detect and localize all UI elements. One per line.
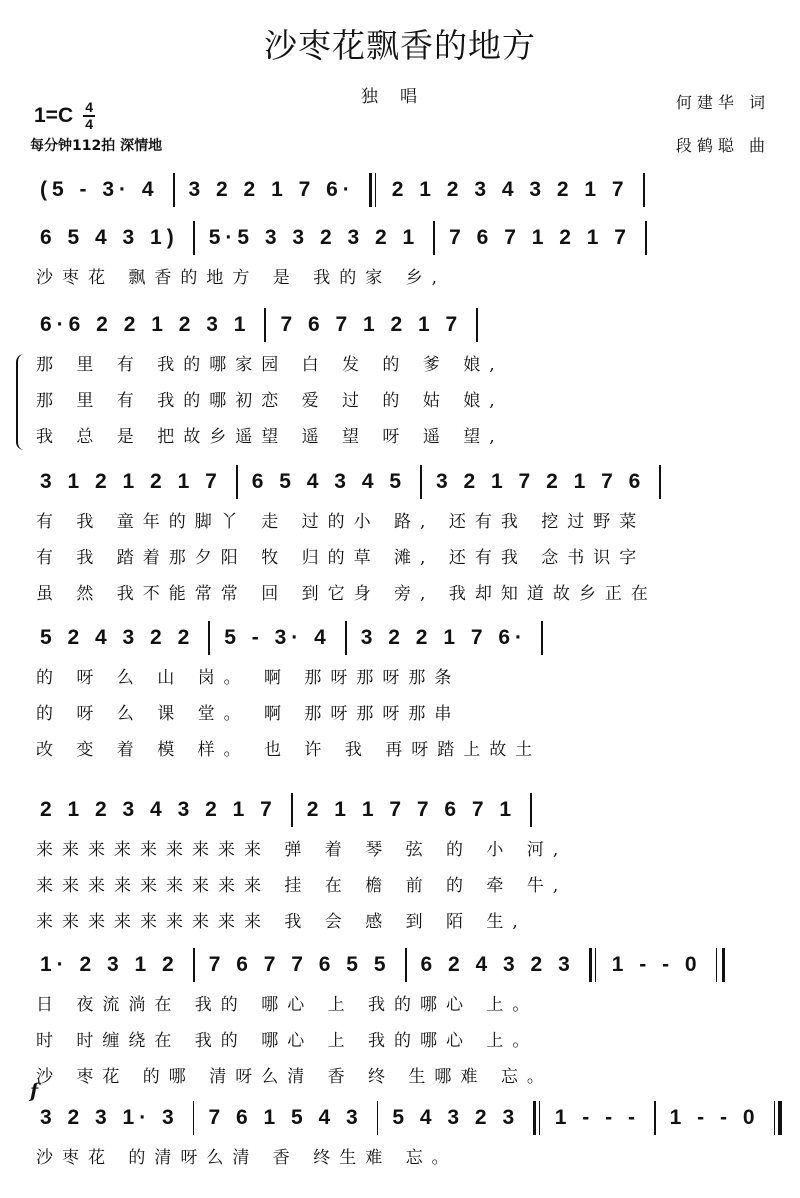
measure: 6 5 4 3 1) bbox=[40, 226, 179, 249]
notation-line bbox=[32, 462, 782, 502]
lyricist-credit: 何建华 词 bbox=[675, 93, 770, 112]
barline bbox=[236, 465, 238, 499]
barline bbox=[433, 221, 435, 255]
measure: 7 6 7 1 2 1 7 bbox=[449, 226, 631, 249]
measure: 7 6 7 7 6 5 5 bbox=[208, 953, 391, 976]
barline bbox=[405, 948, 407, 982]
performance-type: 独唱 bbox=[361, 87, 439, 107]
repeat-start-barline bbox=[589, 948, 598, 982]
measure: 1 - - 0 bbox=[611, 953, 702, 976]
verse-brace bbox=[16, 354, 28, 450]
notation-line bbox=[32, 305, 782, 345]
measure: 7 6 1 5 4 3 bbox=[208, 1106, 363, 1129]
lyric-line: 沙枣花 飘香的地方 是 我的家 乡, bbox=[36, 268, 447, 288]
notation-line bbox=[32, 170, 782, 210]
lyric-line: 沙枣花 的清呀么清 香 终生难 忘。 bbox=[36, 1148, 458, 1168]
dynamic-marking: f bbox=[30, 1080, 39, 1102]
song-title: 沙枣花飘香的地方 bbox=[264, 26, 536, 65]
lyric-line: 虽 然 我不能常常 回 到它身 旁, 我却知道故乡正在 bbox=[36, 584, 657, 604]
measure: 1 - - 0 bbox=[669, 1106, 760, 1129]
measure: 5 2 4 3 2 2 bbox=[40, 626, 195, 649]
meter-top: 4 bbox=[85, 99, 93, 115]
notation-line bbox=[32, 945, 782, 985]
measure: 2 1 2 3 4 3 2 1 7 bbox=[40, 798, 277, 821]
measure: 7 6 7 1 2 1 7 bbox=[280, 313, 463, 336]
notation-line bbox=[32, 218, 782, 258]
barline bbox=[643, 173, 645, 207]
repeat-end-barline bbox=[716, 948, 725, 982]
barline bbox=[173, 173, 175, 207]
key-signature bbox=[34, 100, 95, 132]
notation-line bbox=[32, 1098, 782, 1138]
barline bbox=[193, 221, 195, 255]
barline bbox=[193, 948, 195, 982]
measure: 1· 2 3 1 2 bbox=[40, 953, 179, 976]
final-barline bbox=[774, 1101, 783, 1135]
measure: 3 1 2 1 2 1 7 bbox=[40, 470, 222, 493]
barline bbox=[541, 621, 543, 655]
lyric-line: 有 我 童年的脚丫 走 过的小 路, 还有我 挖过野菜 bbox=[36, 512, 646, 532]
key-label: 1=C bbox=[34, 104, 74, 127]
measure: 5 - 3· 4 bbox=[224, 626, 331, 649]
measure: 6 2 4 3 2 3 bbox=[420, 953, 575, 976]
barline bbox=[659, 465, 661, 499]
barline bbox=[193, 1101, 195, 1135]
barline bbox=[420, 465, 422, 499]
measure: 5·5 3 3 2 3 2 1 bbox=[208, 226, 420, 249]
lyric-line: 日 夜流淌在 我的 哪心 上 我的哪心 上。 bbox=[36, 995, 539, 1015]
measure: 3 2 3 1· 3 bbox=[40, 1106, 179, 1129]
barline bbox=[208, 621, 210, 655]
lyric-line: 我 总 是 把故乡遥望 遥 望 呀 遥 望, bbox=[36, 427, 504, 447]
barline bbox=[291, 793, 293, 827]
measure: 3 2 1 7 2 1 7 6 bbox=[436, 470, 646, 493]
measure: 6·6 2 2 1 2 3 1 bbox=[40, 313, 251, 336]
measure: 3 2 2 1 7 6· bbox=[188, 178, 355, 201]
measure: 6 5 4 3 4 5 bbox=[251, 470, 407, 493]
time-signature bbox=[83, 100, 95, 132]
barline bbox=[645, 221, 647, 255]
lyric-line: 来来来来来来来来来 挂 在 檐 前 的 牵 牛, bbox=[36, 876, 568, 896]
lyric-line: 来来来来来来来来来 我 会 感 到 陌 生, bbox=[36, 912, 527, 932]
lyric-line: 的 呀 么 课 堂。 啊 那呀那呀那串 bbox=[36, 704, 461, 724]
lyric-line: 有 我 踏着那夕阳 牧 归的草 滩, 还有我 念书识字 bbox=[36, 548, 646, 568]
barline bbox=[654, 1101, 656, 1135]
measure: 1 - - - bbox=[554, 1106, 640, 1129]
meter-bottom: 4 bbox=[85, 116, 93, 132]
measure: 3 2 2 1 7 6· bbox=[360, 626, 528, 649]
notation-line bbox=[32, 618, 782, 658]
measure: 2 1 2 3 4 3 2 1 7 bbox=[391, 178, 629, 201]
lyric-line: 来来来来来来来来来 弹 着 琴 弦 的 小 河, bbox=[36, 840, 568, 860]
lyric-line: 沙 枣花 的哪 清呀么清 香 终 生哪难 忘。 bbox=[36, 1067, 553, 1087]
barline bbox=[264, 308, 266, 342]
lyric-line: 改 变 着 模 样。 也 许 我 再呀踏上故土 bbox=[36, 740, 542, 760]
lyric-line: 那 里 有 我的哪家园 白 发 的 爹 娘, bbox=[36, 355, 504, 375]
barline bbox=[530, 793, 532, 827]
measure: 2 1 1 7 7 6 7 1 bbox=[306, 798, 517, 821]
barline bbox=[476, 308, 478, 342]
repeat-start-barline bbox=[533, 1101, 541, 1135]
measure: 5 4 3 2 3 bbox=[392, 1106, 520, 1129]
barline bbox=[345, 621, 347, 655]
lyric-line: 时 时缠绕在 我的 哪心 上 我的哪心 上。 bbox=[36, 1031, 539, 1051]
lyric-line: 的 呀 么 山 岗。 啊 那呀那呀那条 bbox=[36, 668, 461, 688]
measure: (5 - 3· 4 bbox=[40, 178, 159, 201]
lyric-line: 那 里 有 我的哪初恋 爱 过 的 姑 娘, bbox=[36, 391, 504, 411]
notation-line bbox=[32, 790, 782, 830]
barline bbox=[377, 1101, 379, 1135]
tempo-marking: 每分钟112拍 深情地 bbox=[30, 138, 163, 154]
repeat-start-barline bbox=[369, 173, 378, 207]
composer-credit: 段鹤聪 曲 bbox=[675, 136, 770, 155]
